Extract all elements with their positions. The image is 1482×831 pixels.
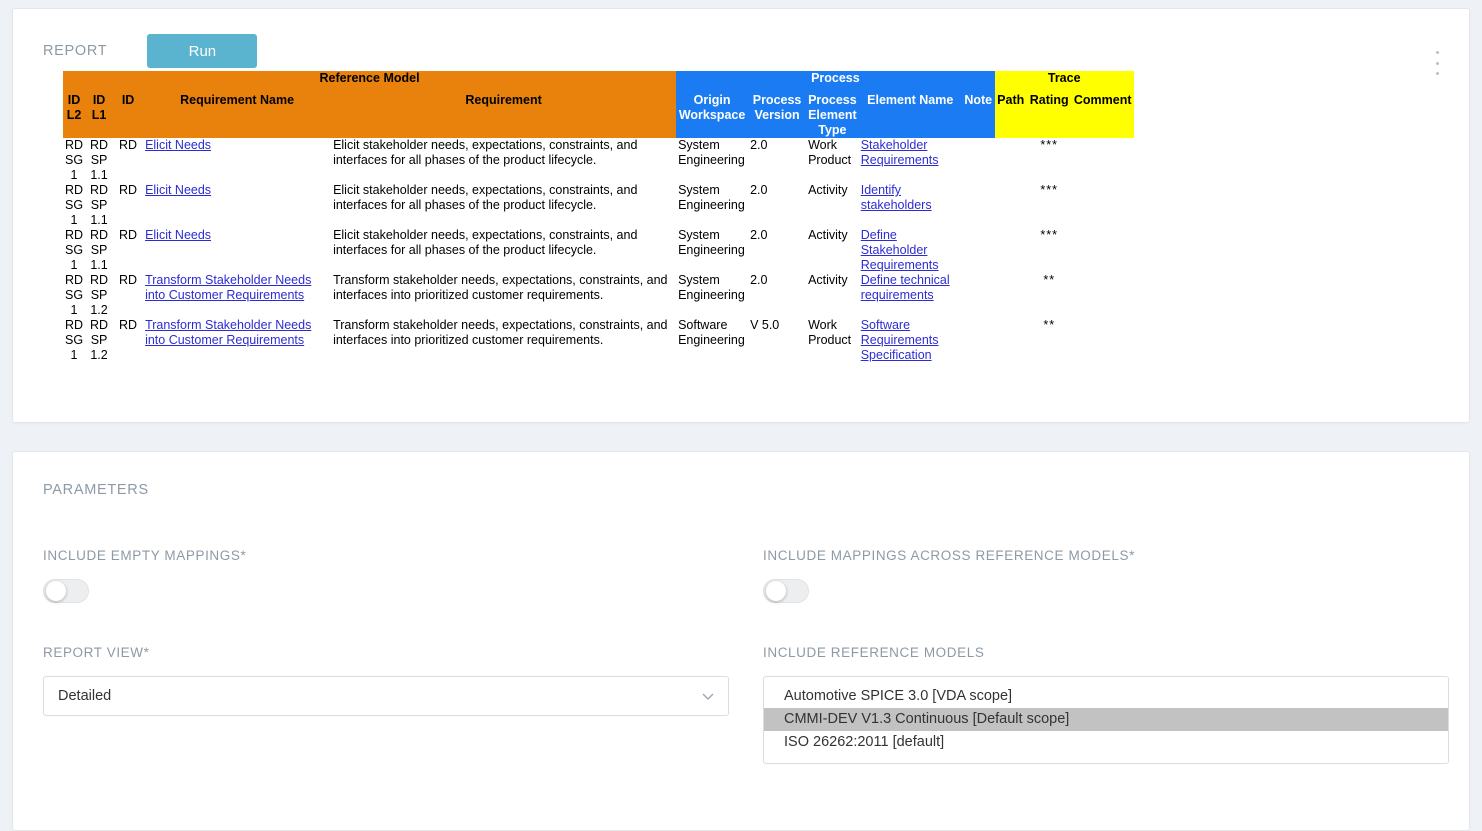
table-row: [63, 273, 1134, 318]
report-table: [63, 71, 1134, 363]
cell-process-version: V 5.0: [748, 318, 806, 363]
include-mappings-across-label: INCLUDE MAPPINGS ACROSS REFERENCE MODELS*: [763, 548, 1135, 563]
cell-id: RD: [113, 138, 143, 183]
group-header-trace: Trace: [995, 71, 1134, 93]
kebab-dot: [1436, 72, 1439, 75]
cell-note: [962, 138, 995, 183]
report-section-label: REPORT: [43, 43, 108, 59]
column-header-requirement-name: Requirement Name: [143, 93, 331, 138]
cell-rating: ***: [1027, 138, 1072, 183]
report-card: [12, 8, 1470, 423]
column-header-id: ID: [113, 93, 143, 138]
cell-process-version: 2.0: [748, 228, 806, 273]
list-item[interactable]: Automotive SPICE 3.0 [VDA scope]: [784, 688, 1013, 704]
cell-element-name: [859, 183, 962, 228]
element-name-link[interactable]: Define technical requirements: [860, 273, 950, 302]
report-view-field: [43, 645, 733, 764]
element-name-link[interactable]: Stakeholder Requirements: [860, 138, 939, 167]
cell-origin-workspace: System Engineering: [676, 183, 748, 228]
chevron-down-icon: [700, 688, 716, 704]
column-header-id-l1: ID L1: [85, 93, 113, 138]
cell-rating: ***: [1027, 228, 1072, 273]
include-empty-mappings-field: [43, 548, 733, 603]
cell-path: [995, 138, 1027, 183]
cell-id-l2: RD SG 1: [65, 183, 84, 227]
report-table-wrapper: [13, 71, 1469, 363]
cell-requirement-name: [143, 273, 331, 318]
parameters-inputs-row: [13, 603, 1469, 764]
requirement-name-link[interactable]: Transform Stakeholder Needs into Customer Requirements: [145, 273, 312, 302]
kebab-dot: [1436, 62, 1439, 65]
kebab-menu-icon[interactable]: [1427, 51, 1447, 75]
kebab-dot: [1436, 51, 1439, 54]
toggle-knob: [766, 581, 786, 601]
cell-id: RD: [113, 183, 143, 228]
include-reference-models-listbox[interactable]: [763, 676, 1449, 764]
cell-element-name: [859, 318, 962, 363]
cell-process-element-type: Activity: [806, 183, 859, 228]
cell-id-l1: RD SP 1.1: [85, 138, 113, 183]
list-item[interactable]: ISO 26262:2011 [default]: [784, 734, 945, 750]
cell-id-l2: RD SG 1: [65, 273, 84, 317]
cell-comment: [1072, 228, 1134, 273]
cell-process-element-type: Work Product: [806, 138, 859, 183]
requirement-name-link[interactable]: Elicit Needs: [145, 183, 212, 197]
include-empty-mappings-label: INCLUDE EMPTY MAPPINGS*: [43, 548, 247, 563]
parameters-card: [12, 451, 1470, 831]
column-header-note: Note: [962, 93, 995, 138]
cell-id-l2: RD SG 1: [65, 138, 84, 182]
cell-note: [962, 273, 995, 318]
run-button[interactable]: Run: [147, 34, 257, 68]
report-view-value: Detailed: [58, 688, 112, 704]
cell-note: [962, 318, 995, 363]
cell-requirement-name: [143, 228, 331, 273]
group-header-reference-model: Reference Model: [63, 71, 676, 93]
cell-requirement: Elicit stakeholder needs, expectations, constraints, and interfaces for all phases of the product lifecycle.: [331, 138, 676, 183]
include-empty-mappings-toggle[interactable]: [43, 579, 89, 603]
cell-requirement-name: [143, 183, 331, 228]
cell-requirement: Elicit stakeholder needs, expectations, constraints, and interfaces for all phases of the product lifecycle.: [331, 228, 676, 273]
page-root: [0, 8, 1482, 831]
cell-rating: ***: [1027, 183, 1072, 228]
cell-origin-workspace: System Engineering: [676, 273, 748, 318]
cell-element-name: [859, 138, 962, 183]
cell-process-version: 2.0: [748, 183, 806, 228]
cell-rating: **: [1027, 273, 1072, 318]
group-header-process: Process: [676, 71, 995, 93]
include-reference-models-field: [763, 645, 1453, 764]
cell-requirement: Elicit stakeholder needs, expectations, constraints, and interfaces for all phases of the product lifecycle.: [331, 183, 676, 228]
cell-id: RD: [113, 273, 143, 318]
cell-comment: [1072, 183, 1134, 228]
requirement-name-link[interactable]: Elicit Needs: [145, 228, 212, 242]
cell-comment: [1072, 318, 1134, 363]
cell-path: [995, 318, 1027, 363]
cell-path: [995, 183, 1027, 228]
requirement-name-link[interactable]: Transform Stakeholder Needs into Customer Requirements: [145, 318, 312, 347]
table-group-header-row: [63, 71, 1134, 93]
table-header-row: [63, 93, 1134, 138]
requirement-name-link[interactable]: Elicit Needs: [145, 138, 212, 152]
column-header-origin-workspace: Origin Workspace: [676, 93, 748, 138]
cell-origin-workspace: System Engineering: [676, 228, 748, 273]
cell-process-version: 2.0: [748, 138, 806, 183]
cell-id-l1: RD SP 1.2: [85, 318, 113, 363]
column-header-requirement: Requirement: [331, 93, 676, 138]
parameters-section-label: PARAMETERS: [43, 482, 149, 498]
cell-note: [962, 183, 995, 228]
cell-process-element-type: Work Product: [806, 318, 859, 363]
cell-requirement: Transform stakeholder needs, expectations, constraints, and interfaces into prioritized customer requirements.: [331, 273, 676, 318]
report-view-select[interactable]: [43, 676, 729, 716]
report-view-label: REPORT VIEW*: [43, 645, 150, 660]
cell-id-l2: RD SG 1: [65, 228, 84, 272]
cell-path: [995, 228, 1027, 273]
include-mappings-across-toggle[interactable]: [763, 579, 809, 603]
element-name-link[interactable]: Identify stakeholders: [860, 183, 932, 212]
table-row: [63, 183, 1134, 228]
cell-requirement: Transform stakeholder needs, expectations, constraints, and interfaces into prioritized customer requirements.: [331, 318, 676, 363]
cell-id: RD: [113, 228, 143, 273]
element-name-link[interactable]: Define Stakeholder Requirements: [860, 228, 939, 272]
cell-process-element-type: Activity: [806, 273, 859, 318]
cell-requirement-name: [143, 138, 331, 183]
cell-process-version: 2.0: [748, 273, 806, 318]
element-name-link[interactable]: Software Requirements Specification: [860, 318, 939, 362]
cell-id-l2: RD SG 1: [65, 318, 84, 362]
column-header-id-l2: ID L2: [63, 93, 85, 138]
parameters-toggles-row: [13, 498, 1469, 603]
include-reference-models-label: INCLUDE REFERENCE MODELS: [763, 645, 985, 660]
column-header-path: Path: [995, 93, 1027, 138]
cell-note: [962, 228, 995, 273]
cell-rating: **: [1027, 318, 1072, 363]
table-row: [63, 318, 1134, 363]
cell-id-l1: RD SP 1.1: [85, 228, 113, 273]
column-header-rating: Rating: [1027, 93, 1072, 138]
toggle-knob: [46, 581, 66, 601]
report-header: [13, 9, 1469, 71]
cell-id: RD: [113, 318, 143, 363]
cell-comment: [1072, 138, 1134, 183]
column-header-element-name: Element Name: [859, 93, 962, 138]
cell-origin-workspace: Software Engineering: [676, 318, 748, 363]
cell-path: [995, 273, 1027, 318]
column-header-comment: Comment: [1072, 93, 1134, 138]
cell-id-l1: RD SP 1.1: [85, 183, 113, 228]
cell-comment: [1072, 273, 1134, 318]
column-header-process-element-type: Process Element Type: [808, 93, 857, 137]
column-header-process-version: Process Version: [748, 93, 806, 138]
table-row: [63, 138, 1134, 183]
include-mappings-across-field: [763, 548, 1453, 603]
cell-element-name: [859, 228, 962, 273]
cell-id-l1: RD SP 1.2: [85, 273, 113, 318]
cell-requirement-name: [143, 318, 331, 363]
cell-process-element-type: Activity: [806, 228, 859, 273]
cell-element-name: [859, 273, 962, 318]
table-row: [63, 228, 1134, 273]
cell-origin-workspace: System Engineering: [676, 138, 748, 183]
list-item[interactable]: CMMI-DEV V1.3 Continuous [Default scope]: [764, 708, 1448, 731]
